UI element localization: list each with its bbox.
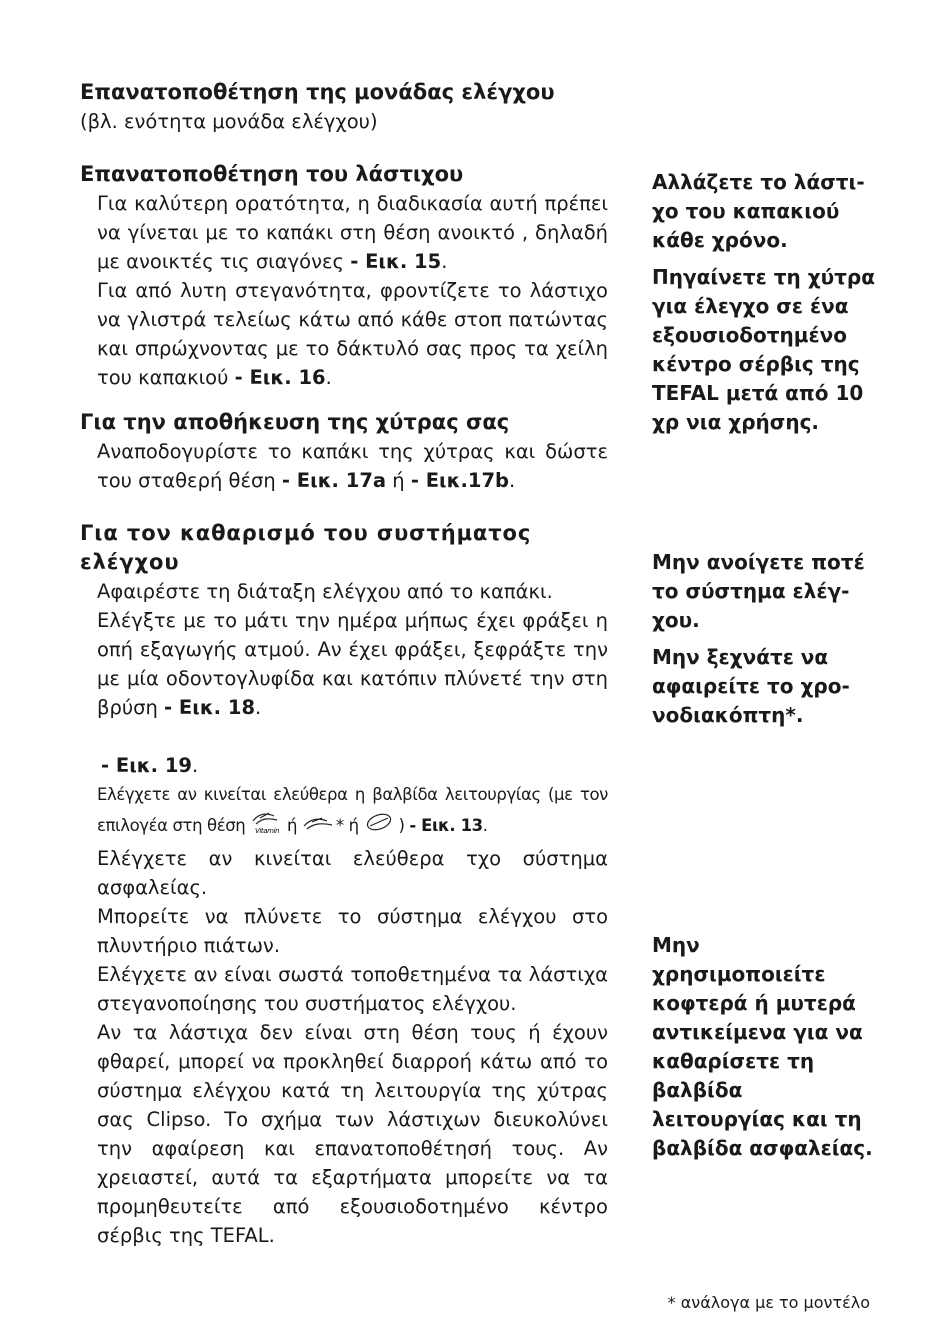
- figure-ref: - Εικ. 17a: [281, 469, 387, 492]
- figure-ref: - Εικ. 19: [101, 754, 192, 777]
- svg-text:Vitamin: Vitamin: [255, 827, 280, 835]
- side-note-group-2: [652, 548, 880, 738]
- section-title: Για τον καθαρισμό του συστήματος ελέγχου: [80, 521, 532, 574]
- section-subtitle: (βλ. ενότητα μονάδα ελέγχου): [80, 110, 378, 133]
- leaf-icon: [364, 812, 394, 841]
- figure-ref: - Εικ. 13: [409, 816, 483, 835]
- paragraph: Για καλύτερη ορατότητα, η διαδικασία αυτή πρέπει να γίνεται με το καπάκι στη θέση ανοικτό , δηλαδή με ανοικτές τις σιαγόνες - Εικ. 15.: [97, 192, 608, 273]
- side-note-group-3: [652, 931, 880, 1171]
- steam-icon: [302, 812, 336, 841]
- footer-note: * ανάλογα με το μοντέλο: [667, 1293, 870, 1312]
- section-title: Επανατοποθέτηση του λάστιχου: [80, 162, 464, 186]
- paragraph: Μπορείτε να πλύνετε το σύστημα ελέγχου στο πλυντήριο πιάτων.: [97, 905, 608, 957]
- paragraph: Αν τα λάστιχα δεν είναι στη θέση τους ή έχουν φθαρεί, μπορεί να προκληθεί διαρροή κάτω από το σύστημα ελέγχου κατά τη λειτουργία της χύτρας σας Clipso. Το σχήμα των λάστιχων διευκολύνει την αφαίρεση και επανατοποθέτησή τους. Αν χρειαστεί, αυτά τα εξαρτήματα μπορείτε να τα προμηθευτείτε από εξουσιοδοτημένο κέντρο σέρβις της TEFAL.: [97, 1021, 608, 1247]
- paragraph: - Εικ. 19.: [101, 754, 199, 777]
- figure-ref: - Εικ.17b: [410, 469, 509, 492]
- steam-vitamin-icon: [250, 809, 282, 844]
- figure-ref: - Εικ. 16: [234, 366, 326, 389]
- section-storage: [80, 408, 608, 495]
- side-note: Μην ξεχνάτε να αφαιρείτε το χρο- νοδιακόπτη*.: [652, 645, 850, 727]
- side-note: Αλλάζετε το λάστι- χο του καπακιού κάθε χρόνο.: [652, 170, 865, 252]
- section-reassemble-gasket: [80, 160, 608, 392]
- main-column: [80, 78, 608, 1250]
- paragraph: Αναποδογυρίστε το καπάκι της χύτρας και δώστε του σταθερή θέση - Εικ. 17a ή - Εικ.17b.: [97, 440, 608, 492]
- paragraph: Ελέγχετε αν είναι σωστά τοποθετημένα τα λάστιχα στεγανοποίησης του συστήματος ελέγχου.: [97, 963, 608, 1015]
- side-note: Μην ανοίγετε ποτέ το σύστημα ελέγ- χου.: [652, 550, 865, 632]
- section-title: Για την αποθήκευση της χύτρας σας: [80, 410, 510, 434]
- section-reassemble-control: [80, 78, 608, 136]
- side-note-group-1: [652, 168, 880, 445]
- side-note: Πηγαίνετε τη χύτρα για έλεγχο σε ένα εξουσιοδοτημένο κέντρο σέρβις της TEFAL μετά από 10 χρ νια χρήσης.: [652, 265, 875, 434]
- side-note: Μην χρησιμοποιείτε κοφτερά ή μυτερά αντικείμενα για να καθαρίσετε τη βαλβίδα λειτουργίας και τη βαλβίδα ασφαλείας.: [652, 933, 873, 1160]
- paragraph: Αφαιρέστε τη διάταξη ελέγχου από το καπάκι.: [97, 580, 553, 603]
- paragraph: Ελέγχετε αν κινείται ελεύθερα η βαλβίδα λειτουργίας (με τον επιλογέα στη θέση Vitamin ή * ή ) - Εικ. 13.: [80, 780, 608, 844]
- paragraph: Ελέγχετε αν κινείται ελεύθερα τχο σύστημα ασφαλείας.: [97, 847, 608, 899]
- section-cleaning: [80, 519, 608, 1250]
- figure-ref: - Εικ. 15: [350, 250, 442, 273]
- paragraph: Ελέγξτε με το μάτι την ημέρα μήπως έχει φράξει η οπή εξαγωγής ατμού. Αν έχει φράξει, ξεφράξτε την με μία οδοντογλυφίδα και κατόπιν πλύνετέ την στη βρύση - Εικ. 18.: [97, 609, 608, 719]
- figure-ref: - Εικ. 18: [164, 696, 256, 719]
- section-title: Επανατοποθέτηση της μονάδας ελέγχου: [80, 80, 555, 104]
- paragraph: Για από λυτη στεγανότητα, φροντίζετε το λάστιχο να γλιστρά τελείως κάτω από κάθε στοπ πατώντας και σπρώχνοντας με το δάκτυλό σας προς τα χείλη του καπακιού - Εικ. 16.: [97, 279, 608, 389]
